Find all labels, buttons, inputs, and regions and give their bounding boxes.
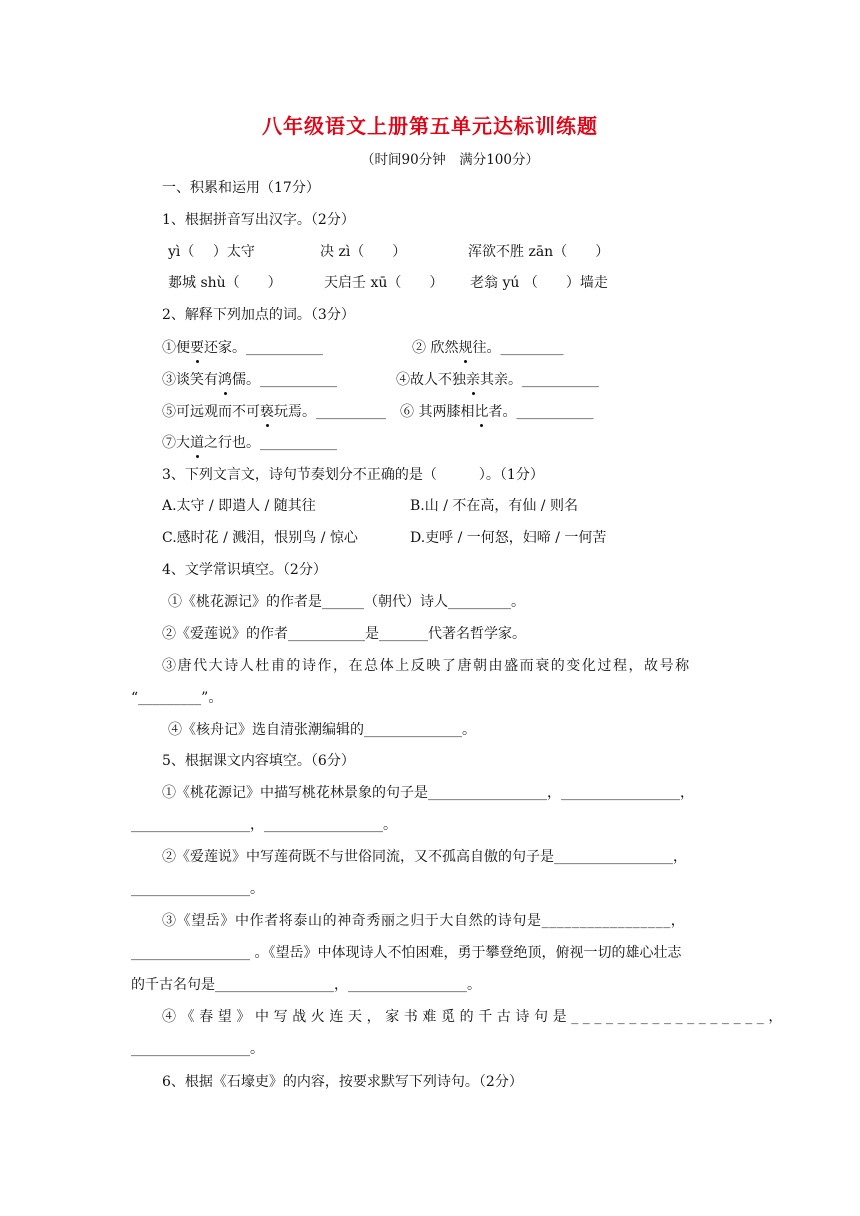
question-2-stem: 2、解释下列加点的词。（3分）	[162, 307, 355, 323]
choice-b: B.山 / 不在高，有仙 / 则名	[410, 498, 578, 514]
fill-line-cont: _________________，_________________。	[131, 817, 397, 833]
fill-line-cont: 的千古名句是_________________，_________________。	[131, 977, 481, 993]
emphasis-dot-char: 亵	[260, 404, 274, 420]
definition-item: ⑥ 其两膝相比者。___________	[400, 404, 594, 420]
pinyin-item: 决 zì（ ）	[320, 244, 407, 260]
fill-line-cont: _________________。	[131, 881, 264, 897]
question-4-stem: 4、文学常识填空。（2分）	[162, 562, 327, 578]
emphasis-dot-char: 规	[458, 340, 473, 356]
choice-c: C.感时花 / 溅泪，恨别鸟 / 惊心	[162, 530, 358, 546]
fill-line: ④《核舟记》选自清张潮编辑的______________。	[168, 722, 476, 738]
emphasis-dot-char: 要	[190, 340, 204, 356]
definition-item: ⑤可远观而不可亵玩焉。__________	[162, 404, 386, 420]
definition-item: ④故人不独亲其亲。___________	[396, 372, 599, 388]
question-5-stem: 5、根据课文内容填空。（6分）	[162, 753, 355, 769]
fill-line: ①《桃花源记》的作者是______（朝代）诗人_________。	[168, 594, 525, 610]
pinyin-item: 浑欲不胜 zān（ ）	[468, 244, 610, 260]
emphasis-dot-char: 道	[190, 435, 204, 451]
fill-line: ②《爱莲说》中写莲荷既不与世俗同流，又不孤高自傲的句子是_________________，	[162, 849, 687, 865]
definition-item: ⑦大道之行也。___________	[162, 435, 337, 451]
question-3-stem: 3、下列文言文，诗句节奏划分不正确的是（ ）。（1分）	[162, 467, 544, 483]
fill-line-cont: “_________”。	[131, 690, 223, 706]
definition-item: ② 欣然规往。_________	[412, 340, 564, 356]
fill-line: ②《爱莲说》的作者___________是_______代著名哲学家。	[162, 626, 526, 642]
definition-item: ①便要还家。___________	[162, 340, 323, 356]
fill-line: ③唐代大诗人杜甫的诗作，在总体上反映了唐朝由盛而衰的变化过程，故号称	[162, 658, 691, 674]
fill-line: ①《桃花源记》中描写桃花林景象的句子是_________________，_________________，	[162, 785, 694, 801]
pinyin-item: 老翁 yú （ ）墙走	[470, 275, 608, 291]
question-6-stem: 6、根据《石壕吏》的内容，按要求默写下列诗句。（2分）	[162, 1074, 523, 1090]
exam-time-score: （时间90分钟 满分100分）	[361, 152, 539, 168]
pinyin-item: 天启壬 xū（ ）	[324, 275, 444, 291]
fill-line-cont: _________________ 。《望岳》中体现诗人不怕困难，勇于攀登绝顶，俯视一切的雄心壮志	[131, 945, 682, 961]
section-heading: 一、积累和运用（17分）	[162, 180, 320, 196]
emphasis-dot-char: 比	[474, 404, 489, 420]
choice-d: D.吏呼 / 一何怒，妇啼 / 一何苦	[410, 530, 607, 546]
fill-line-cont: _________________。	[131, 1041, 264, 1057]
choice-a: A.太守 / 即遣人 / 随其往	[162, 498, 316, 514]
fill-line: ④《春望》中写战火连天，家书难觅的千古诗句是_________________，	[162, 1009, 787, 1025]
pinyin-item: 郪城 shù（ ）	[168, 275, 282, 291]
pinyin-item: yì（ ）太守	[168, 244, 255, 260]
emphasis-dot-char: 鸿	[218, 372, 232, 388]
definition-item: ③谈笑有鸿儒。___________	[162, 372, 337, 388]
page-title: 八年级语文上册第五单元达标训练题	[262, 114, 598, 138]
emphasis-dot-char: 亲	[466, 372, 480, 388]
question-1-stem: 1、根据拼音写出汉字。（2分）	[162, 212, 355, 228]
fill-line: ③《望岳》中作者将泰山的神奇秀丽之归于大自然的诗句是_________________，	[162, 913, 686, 929]
